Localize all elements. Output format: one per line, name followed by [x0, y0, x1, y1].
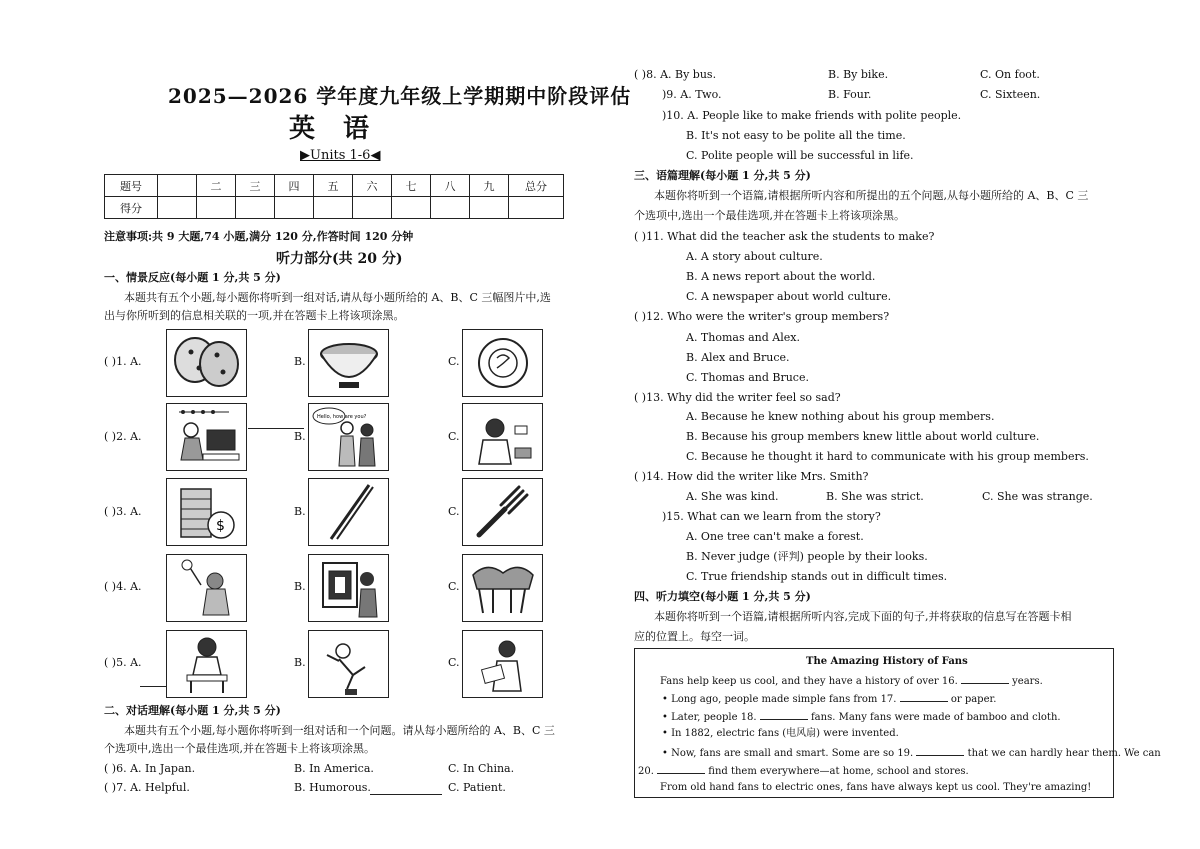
q8-option-c: C. On foot. [980, 68, 1040, 81]
speech-bubble-text: Hello, how are you? [317, 414, 367, 420]
score-cell [197, 197, 236, 219]
q4-b-label: B. [294, 580, 306, 593]
phone-boy-icon [463, 404, 542, 470]
exam-title: 2025—2026 学年度九年级上学期期中阶段评估 [168, 84, 632, 108]
section4-intro: 本题你将听到一个语篇,请根据所听内容,完成下面的句子,并将获取的信息写在答题卡相 [654, 610, 1072, 623]
q13-question: ( )13. Why did the writer feel so sad? [634, 391, 841, 404]
q6-option-c: C. In China. [448, 762, 515, 775]
q2-image-c[interactable] [462, 403, 543, 471]
q13-option-a: A. Because he knew nothing about his group members. [686, 410, 995, 423]
q5-image-b[interactable] [308, 630, 389, 698]
score-cell [353, 197, 392, 219]
blank-17[interactable] [900, 691, 948, 702]
reading-boy-icon [463, 631, 542, 697]
svg-text:$: $ [216, 518, 225, 534]
score-cell: 九 [470, 175, 509, 197]
score-cell: 六 [353, 175, 392, 197]
score-cell [431, 197, 470, 219]
score-cell: 得分 [105, 197, 158, 219]
passage-line [662, 691, 996, 707]
score-cell [470, 197, 509, 219]
q9-option-b: B. Four. [828, 88, 872, 101]
q1-image-a[interactable] [166, 329, 247, 397]
q7-option-b: B. Humorous. [294, 781, 371, 794]
blank-20[interactable] [657, 763, 705, 774]
blank-18[interactable] [760, 709, 808, 720]
q2-image-b[interactable] [308, 403, 389, 471]
passage-text: • Now, fans are small and smart. Some are so 19. [662, 748, 914, 759]
passage-text: years. [1012, 676, 1043, 687]
score-cell: 八 [431, 175, 470, 197]
q4-c-label: C. [448, 580, 460, 593]
computer-boy-icon [167, 404, 246, 470]
q15-option-a: A. One tree can't make a forest. [686, 530, 864, 543]
q10-option-c: C. Polite people will be successful in life. [686, 149, 914, 162]
passage-line [638, 763, 969, 779]
q9-option-a: )9. A. Two. [662, 88, 722, 101]
score-cell: 七 [392, 175, 431, 197]
q10-option-a: )10. A. People like to make friends with polite people. [662, 109, 962, 122]
q5-image-a[interactable] [166, 630, 247, 698]
score-cell [314, 197, 353, 219]
blank-19[interactable] [916, 745, 964, 756]
q1-label: ( )1. A. [104, 355, 142, 368]
q4-label: ( )4. A. [104, 580, 142, 593]
q3-b-label: B. [294, 505, 306, 518]
q3-c-label: C. [448, 505, 460, 518]
q11-option-b: B. A news report about the world. [686, 270, 876, 283]
passage-line: From old hand fans to electric ones, fans have always kept us cool. They're amazing! [660, 782, 1092, 793]
q5-image-c[interactable] [462, 630, 543, 698]
score-cell [392, 197, 431, 219]
listening-title: 听力部分(共 20 分) [276, 251, 403, 267]
q3-image-b[interactable] [308, 478, 389, 546]
passage-text: or paper. [950, 694, 997, 705]
q7-option-c: C. Patient. [448, 781, 506, 794]
q3-label: ( )3. A. [104, 505, 142, 518]
score-cell: 总分 [509, 175, 564, 197]
q12-option-b: B. Alex and Bruce. [686, 351, 790, 364]
answer-line [140, 686, 166, 687]
q14-question: ( )14. How did the writer like Mrs. Smith? [634, 470, 869, 483]
passage-text: that we can hardly hear them. We can [967, 748, 1161, 759]
q5-label: ( )5. A. [104, 656, 142, 669]
q8-option-a: ( )8. A. By bus. [634, 68, 717, 81]
q7-option-a: ( )7. A. Helpful. [104, 781, 190, 794]
q12-option-a: A. Thomas and Alex. [686, 331, 800, 344]
section2-intro: 本题共有五个小题,每小题你将听到一组对话和一个问题。请从每小题所给的 A、B、C 三 [124, 724, 555, 737]
q1-c-label: C. [448, 355, 460, 368]
q4-image-b[interactable] [308, 554, 389, 622]
answer-line [248, 428, 304, 429]
q15-option-b: B. Never judge (评判) people by their looks. [686, 550, 928, 563]
chopsticks-icon [309, 479, 388, 545]
q2-image-a[interactable] [166, 403, 247, 471]
passage-line [662, 709, 1061, 725]
score-cell [158, 197, 197, 219]
dragon-dance-icon [463, 555, 542, 621]
section1-heading: 一、情景反应(每小题 1 分,共 5 分) [104, 271, 281, 284]
q8-option-b: B. By bike. [828, 68, 889, 81]
q1-image-c[interactable] [462, 329, 543, 397]
passage-line: • In 1882, electric fans (电风扇) were invented. [662, 728, 899, 739]
section2-intro: 个选项中,选出一个最佳选项,并在答题卡上将该项涂黑。 [104, 742, 375, 755]
q10-option-b: B. It's not easy to be polite all the time. [686, 129, 906, 142]
passage-text: find them everywhere—at home, school and stores. [708, 766, 969, 777]
q3-image-a[interactable] [166, 478, 247, 546]
score-cell: 五 [314, 175, 353, 197]
score-cell: 二 [197, 175, 236, 197]
q14-option-a: A. She was kind. [686, 490, 779, 503]
section1-intro: 出与你所听到的信息相关联的一项,并在答题卡上将该项涂黑。 [104, 309, 405, 322]
q1-image-b[interactable] [308, 329, 389, 397]
section4-intro: 应的位置上。每空一词。 [634, 630, 755, 643]
lantern-child-icon [167, 555, 246, 621]
section1-intro: 本题共有五个小题,每小题你将听到一组对话,请从每小题所给的 A、B、C 三幅图片中,选 [124, 291, 551, 304]
mooncake-icon [463, 330, 542, 396]
q4-image-c[interactable] [462, 554, 543, 622]
cookie-icon [167, 330, 246, 396]
bowl-icon [309, 330, 388, 396]
passage-text: 20. [638, 766, 654, 777]
q9-option-c: C. Sixteen. [980, 88, 1041, 101]
score-cell [158, 175, 197, 197]
section3-intro: 本题你将听到一个语篇,请根据所听内容和所提出的五个问题,从每小题所给的 A、B、C 三 [654, 189, 1089, 202]
subject-title: 英语 [289, 114, 398, 144]
q6-option-b: B. In America. [294, 762, 374, 775]
q1-b-label: B. [294, 355, 306, 368]
score-cell: 题号 [105, 175, 158, 197]
notice: 注意事项:共 9 大题,74 小题,满分 120 分,作答时间 120 分钟 [104, 230, 414, 243]
passage-title: The Amazing History of Fans [806, 656, 968, 667]
q11-question: ( )11. What did the teacher ask the students to make? [634, 230, 935, 243]
score-table [104, 174, 564, 219]
section4-heading: 四、听力填空(每小题 1 分,共 5 分) [634, 590, 811, 603]
section3-intro: 个选项中,选出一个最佳选项,并在答题卡上将该项涂黑。 [634, 209, 905, 222]
q5-b-label: B. [294, 656, 306, 669]
q14-option-c: C. She was strange. [982, 490, 1093, 503]
passage-line [660, 673, 1043, 689]
passage-text: • Later, people 18. [662, 712, 757, 723]
q15-option-c: C. True friendship stands out in difficult times. [686, 570, 948, 583]
coins-icon [167, 479, 246, 545]
q11-option-a: A. A story about culture. [686, 250, 823, 263]
section2-heading: 二、对话理解(每小题 1 分,共 5 分) [104, 704, 281, 717]
q5-c-label: C. [448, 656, 460, 669]
student-desk-icon [167, 631, 246, 697]
score-cell [509, 197, 564, 219]
units-label: ▶Units 1-6◀ [300, 148, 381, 163]
passage-text: fans. Many fans were made of bamboo and cloth. [810, 712, 1061, 723]
q14-option-b: B. She was strict. [826, 490, 924, 503]
greeting-people-icon [309, 404, 388, 470]
section3-heading: 三、语篇理解(每小题 1 分,共 5 分) [634, 169, 811, 182]
passage-text: Fans help keep us cool, and they have a history of over 16. [660, 676, 958, 687]
q6-option-a: ( )6. A. In Japan. [104, 762, 196, 775]
q13-option-c: C. Because he thought it hard to communicate with his group members. [686, 450, 1089, 463]
score-cell [236, 197, 275, 219]
passage-text: • Long ago, people made simple fans from 17. [662, 694, 897, 705]
q2-b-label: B. [294, 430, 306, 443]
q2-label: ( )2. A. [104, 430, 142, 443]
q3-image-c[interactable] [462, 478, 543, 546]
q4-image-a[interactable] [166, 554, 247, 622]
q15-question: )15. What can we learn from the story? [662, 510, 881, 523]
score-cell [275, 197, 314, 219]
fork-icon [463, 479, 542, 545]
score-cell: 四 [275, 175, 314, 197]
q13-option-b: B. Because his group members knew little about world culture. [686, 430, 1040, 443]
blank-16[interactable] [961, 673, 1009, 684]
answer-line [370, 793, 442, 795]
falling-boy-icon [309, 631, 388, 697]
score-cell: 三 [236, 175, 275, 197]
paper-cutting-icon [309, 555, 388, 621]
q12-question: ( )12. Who were the writer's group members? [634, 310, 890, 323]
q12-option-c: C. Thomas and Bruce. [686, 371, 809, 384]
q11-option-c: C. A newspaper about world culture. [686, 290, 892, 303]
passage-line [662, 745, 1161, 761]
q2-c-label: C. [448, 430, 460, 443]
